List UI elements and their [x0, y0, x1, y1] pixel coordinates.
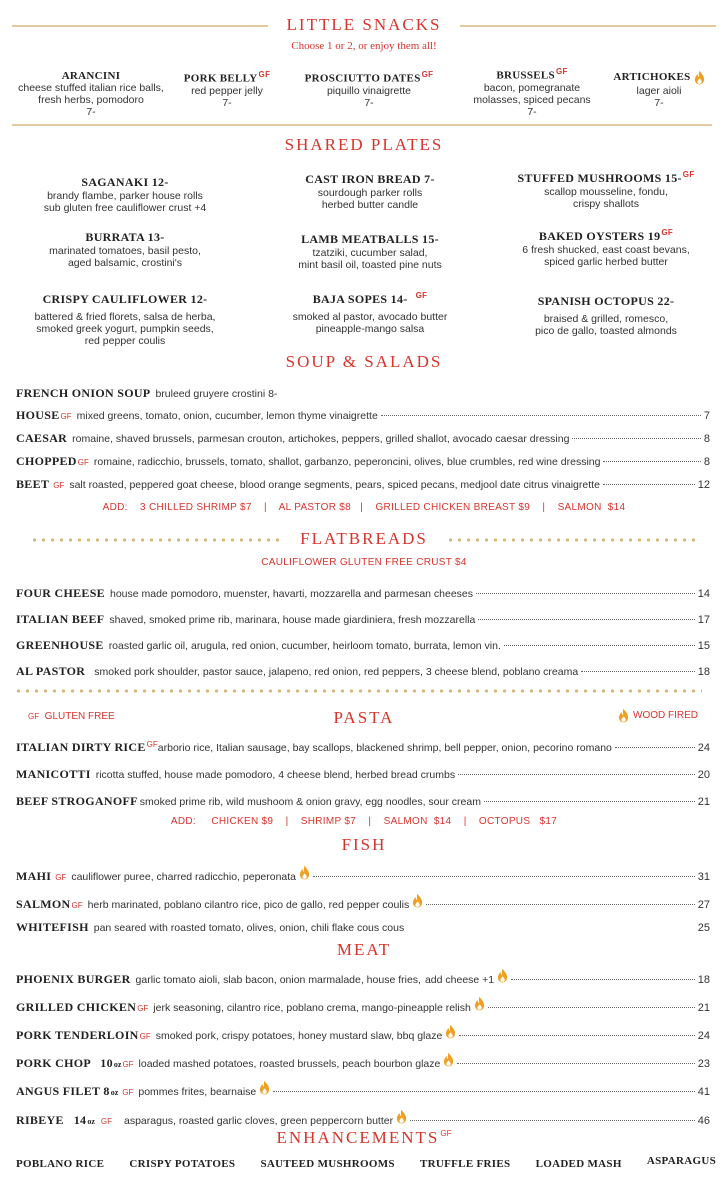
- snack-pork-belly: [168, 70, 286, 109]
- fish-title: FISH: [341, 835, 387, 854]
- dish-price: 18: [697, 666, 710, 678]
- dish-desc: loaded mashed potatoes, roasted brussels, peach bourbon glaze: [138, 1058, 441, 1070]
- dish-name: ITALIAN BEEF: [16, 612, 105, 626]
- meat-pork-chop: [16, 1052, 710, 1071]
- enhancement-item: ASPARAGUS: [646, 1155, 716, 1167]
- gluten-free-label: GLUTEN FREE: [44, 711, 115, 722]
- flatbread-bottom-dots: [14, 689, 702, 693]
- dish-desc: smoked greek yogurt, pumpkin seeds,: [36, 323, 214, 335]
- dish-desc: sourdough parker rolls: [317, 187, 423, 199]
- dish-desc: house made pomodoro, muenster, havarti, mozzarella and parmesan cheeses: [109, 588, 474, 600]
- shared-baja-sopes: [255, 291, 485, 335]
- gf-badge: GF: [146, 740, 158, 749]
- flatbread-greenhouse: [16, 638, 710, 653]
- dish-desc: braised & grilled, romesco,: [543, 313, 669, 325]
- gf-badge: GF: [122, 1060, 134, 1069]
- snack-brussels: [452, 67, 612, 118]
- dish-name: ITALIAN DIRTY RICE: [16, 740, 146, 754]
- shared-title: SHARED PLATES: [284, 135, 444, 154]
- meat-phoenix-burger: [16, 968, 710, 987]
- dish-desc: smoked prime rib, wild mushoom & onion gravy, egg noodles, sour cream: [139, 796, 481, 808]
- dot-leader: [572, 438, 700, 439]
- shared-stuffed-mushrooms: [498, 170, 714, 210]
- gf-badge: GF: [100, 1117, 112, 1126]
- dish-desc: smoked al pastor, avocado butter: [292, 311, 448, 323]
- snack-name: ARANCINI: [61, 70, 121, 82]
- dot-leader: [410, 1120, 695, 1121]
- dish-desc: herbed butter candle: [321, 199, 419, 211]
- gf-badge: GF: [415, 291, 428, 300]
- snacks-title: LITTLE SNACKS: [286, 15, 442, 34]
- flame-icon: [445, 1024, 456, 1039]
- soups-title: SOUP & SALADS: [285, 352, 443, 371]
- dish-price: 8: [703, 456, 710, 468]
- dot-leader: [615, 747, 695, 748]
- dish-desc: salt roasted, peppered goat cheese, blood orange segments, pears, spiced pecans, medjool date citrus vinaigrette: [69, 479, 600, 491]
- dish-price: 12: [697, 479, 710, 491]
- gf-badge: GF: [258, 70, 271, 79]
- meat-pork-tenderloin: [16, 1024, 710, 1043]
- dish-name: STUFFED MUSHROOMS 15-$^{GF}$: [517, 170, 695, 185]
- dish-price: 20: [697, 769, 710, 781]
- gf-badge: GF: [60, 412, 72, 421]
- gf-badge: GF: [661, 228, 674, 237]
- pasta-manicotti: [16, 767, 710, 782]
- snack-desc: piquillo vinaigrette: [326, 84, 412, 97]
- dish-price: 41: [697, 1086, 710, 1098]
- soup-french-onion: [16, 386, 710, 401]
- shared-burrata: [10, 230, 240, 269]
- pasta-beef-stroganoff: [16, 794, 710, 809]
- dish-name: ANGUS FILET 8: [16, 1084, 110, 1098]
- snack-desc: red pepper jelly: [191, 84, 263, 97]
- snack-desc: fresh herbs, pomodoro: [38, 94, 144, 106]
- dot-leader: [426, 904, 695, 905]
- dot-leader: [458, 774, 695, 775]
- snack-desc: lager aioli: [636, 85, 682, 97]
- gf-badge: GF: [421, 70, 434, 79]
- dish-desc: roasted garlic oil, arugula, red onion, cucumber, heirloom tomato, burrata, lemon vin.: [108, 640, 501, 652]
- dish-price: 18: [697, 974, 710, 986]
- dish-name: LAMB MEATBALLS 15-: [301, 232, 439, 246]
- flame-icon: [618, 708, 629, 723]
- dish-name: SPANISH OCTOPUS 22-: [537, 294, 675, 308]
- dish-name: BURRATA 13-: [85, 230, 165, 244]
- pasta-title: PASTA: [333, 708, 395, 727]
- salad-house: [16, 408, 710, 423]
- snack-price: 7-: [527, 105, 537, 118]
- wood-fired-legend: [618, 708, 698, 723]
- flatbread-italian-beef: [16, 612, 710, 627]
- flatbread-four-cheese: [16, 586, 710, 601]
- dish-desc: jerk seasoning, cilantro rice, poblano crema, mango-pineapple relish: [153, 1002, 471, 1014]
- dot-leader: [459, 1035, 694, 1036]
- gf-badge: GF: [440, 1129, 452, 1139]
- fish-salmon: [16, 893, 710, 912]
- dish-desc: cauliflower puree, charred radicchio, peperonata: [71, 871, 297, 883]
- flame-icon: [396, 1109, 407, 1124]
- flatbread-subtitle: CAULIFLOWER GLUTEN FREE CRUST $4: [261, 557, 467, 568]
- enhancements-label: ENHANCEMENTS: [276, 1128, 440, 1147]
- gf-badge: GF: [77, 458, 89, 467]
- snack-price: 7-: [364, 96, 374, 109]
- snacks-bottom-divider: [12, 124, 712, 126]
- oz-unit: oz: [113, 1060, 122, 1069]
- pasta-italian-dirty-rice: [16, 740, 710, 755]
- dish-desc: scallop mousseline, fondu,: [544, 186, 668, 198]
- dish-name: PHOENIX BURGER: [16, 972, 131, 986]
- snack-name: ARTICHOKES: [604, 70, 714, 85]
- flame-icon: [474, 996, 485, 1011]
- fish-mahi: [16, 865, 710, 884]
- gf-badge: GF: [122, 1088, 134, 1097]
- dish-desc: mixed greens, tomato, onion, cucumber, lemon thyme vinaigrette: [76, 410, 378, 422]
- dish-desc: mint basil oil, toasted pine nuts: [298, 259, 442, 271]
- dish-desc: tzatziki, cucumber salad,: [312, 247, 428, 259]
- dot-leader: [313, 876, 695, 877]
- enhancement-item: POBLANO RICE: [16, 1158, 105, 1170]
- dish-name: MANICOTTI: [16, 767, 91, 781]
- dish-name: CAESAR: [16, 431, 68, 445]
- dot-leader: [603, 461, 700, 462]
- dish-desc: pommes frites, bearnaise: [138, 1086, 257, 1098]
- flame-icon: [694, 70, 705, 85]
- oz-unit: oz: [110, 1088, 119, 1097]
- dish-price: 23: [697, 1058, 710, 1070]
- dish-desc: marinated tomatoes, basil pesto,: [49, 245, 201, 257]
- dish-name: BEET: [16, 477, 50, 491]
- dish-name: AL PASTOR: [16, 664, 86, 678]
- dish-desc: bruleed gruyere crostini 8-: [155, 388, 278, 400]
- enhancement-item: CRISPY POTATOES: [129, 1158, 236, 1170]
- flame-icon: [299, 865, 310, 880]
- dish-desc: battered & fried florets, salsa de herba,: [34, 311, 216, 323]
- meat-title: MEAT: [336, 940, 392, 959]
- dish-price: 8: [703, 433, 710, 445]
- snack-price: 7-: [86, 106, 96, 118]
- dish-desc: shaved, smoked prime rib, marinara, house made giardiniera, fresh mozzarella: [109, 614, 476, 626]
- shared-crispy-cauliflower: [5, 292, 245, 347]
- snack-price: 7-: [654, 97, 664, 109]
- dish-desc: pico de gallo, toasted almonds: [535, 325, 677, 337]
- enhancements-title: [0, 1128, 728, 1148]
- meat-grilled-chicken: [16, 996, 710, 1015]
- dish-name: BAKED OYSTERS $19^{GF}$: [538, 228, 674, 243]
- dish-name: GRILLED CHICKEN: [16, 1000, 137, 1014]
- snack-desc: molasses, spiced pecans: [473, 93, 591, 106]
- meat-angus-filet: [16, 1080, 710, 1099]
- dish-desc: garlic tomato aioli, slab bacon, onion marmalade, house fries,: [135, 974, 421, 986]
- shared-lamb-meatballs: [255, 232, 485, 271]
- dish-name: BAJA SOPES 14- $^{GF}$: [312, 291, 428, 306]
- dish-name: PORK CHOP 10: [16, 1056, 113, 1070]
- gf-badge: GF: [555, 67, 568, 76]
- dot-leader: [381, 415, 701, 416]
- dot-leader: [457, 1063, 694, 1064]
- dish-name: BEEF STROGANOFF: [16, 794, 138, 808]
- dish-desc: crispy shallots: [573, 198, 639, 210]
- dot-leader: [581, 671, 695, 672]
- dish-desc: asparagus, roasted garlic cloves, green peppercorn butter: [124, 1115, 394, 1127]
- dish-price: 25: [697, 922, 710, 934]
- gf-badge: GF: [71, 901, 83, 910]
- dish-name: CAST IRON BREAD 7-: [305, 172, 435, 186]
- dish-desc: romaine, radicchio, brussels, tomato, shallot, garbanzo, peperoncini, olives, blue crumbles, red wine dressing: [93, 456, 601, 468]
- gf-badge: GF: [682, 170, 695, 179]
- dot-leader: [476, 593, 695, 594]
- dish-name: HOUSE: [16, 408, 60, 422]
- dish-desc: aged balsamic, crostini's: [67, 257, 183, 269]
- flatbread-al-pastor: [16, 664, 710, 679]
- dot-leader: [511, 979, 695, 980]
- snack-price: 7-: [222, 96, 232, 109]
- salad-beet: [16, 477, 710, 492]
- enhancements-list: [16, 1155, 716, 1170]
- dish-desc: 6 fresh shucked, east coast bevans,: [522, 244, 690, 256]
- gf-badge: GF: [139, 1032, 151, 1041]
- dish-price: 17: [697, 614, 710, 626]
- dot-leader: [273, 1091, 694, 1092]
- dish-desc: ricotta stuffed, house made pomodoro, 4 cheese blend, herbed bread crumbs: [95, 769, 456, 781]
- dot-leader: [484, 801, 695, 802]
- dish-name: GREENHOUSE: [16, 638, 104, 652]
- shared-cast-iron-bread: [255, 172, 485, 211]
- dish-desc: spiced garlic herbed butter: [544, 256, 668, 268]
- shared-spanish-octopus: [500, 294, 712, 337]
- gf-badge: GF: [137, 1004, 149, 1013]
- snack-artichokes: [604, 70, 714, 109]
- dot-leader: [478, 619, 694, 620]
- dish-price: 46: [697, 1115, 710, 1127]
- dish-desc: romaine, shaved brussels, parmesan crouton, artichokes, peppers, grilled shallot, avocado caesar dressing: [72, 433, 570, 445]
- dish-name: SAGANAKI 12-: [81, 175, 169, 189]
- salad-caesar: [16, 431, 710, 446]
- dish-desc: pineapple-mango salsa: [315, 323, 425, 335]
- meat-ribeye: [16, 1109, 710, 1128]
- pasta-add-ons: ADD: CHICKEN $9 | SHRIMP $7 | SALMON $14 | OCTOPUS $17: [170, 816, 558, 827]
- dish-price: 21: [697, 796, 710, 808]
- flame-icon: [497, 968, 508, 983]
- dish-price: 31: [697, 871, 710, 883]
- snack-desc: cheese stuffed italian rice balls,: [18, 82, 164, 94]
- dish-name: FRENCH ONION SOUP: [16, 386, 151, 400]
- enhancement-item: LOADED MASH: [535, 1158, 622, 1170]
- shared-saganaki: [10, 175, 240, 214]
- gf-badge: GF: [28, 712, 40, 721]
- dot-leader: [488, 1007, 695, 1008]
- dish-name: RIBEYE 14: [16, 1113, 87, 1127]
- dish-add-on: add cheese +1: [424, 974, 495, 986]
- dish-price: 24: [697, 1030, 710, 1042]
- flame-icon: [443, 1052, 454, 1067]
- flatbreads-title: FLATBREADS: [300, 529, 428, 548]
- dot-leader: [603, 484, 695, 485]
- snack-name: PROSCIUTTO $DATES^{GF}$: [304, 70, 434, 85]
- dish-name: WHITEFISH: [16, 920, 89, 934]
- dish-name: CHOPPED: [16, 454, 77, 468]
- dish-name: FOUR CHEESE: [16, 586, 105, 600]
- dish-price: 14: [697, 588, 710, 600]
- salad-add-ons: ADD: 3 CHILLED SHRIMP $7 | AL PASTOR $8 | GRILLED CHICKEN BREAST $9 | SALMON $14: [102, 502, 626, 513]
- dish-name: SALMON: [16, 897, 71, 911]
- salad-chopped: [16, 454, 710, 469]
- gf-badge: GF: [55, 873, 67, 882]
- flame-icon: [412, 893, 423, 908]
- dish-name: CRISPY CAULIFLOWER 12-: [42, 292, 208, 306]
- fish-whitefish: [16, 920, 710, 935]
- dish-desc: brandy flambe, parker house rolls: [47, 190, 203, 202]
- snack-arancini: [8, 70, 174, 118]
- snack-desc: bacon, pomegranate: [483, 81, 581, 94]
- dish-desc: arborio rice, Italian sausage, bay scallops, blackened shrimp, bell pepper, onion, pecorino romano: [157, 742, 612, 754]
- dish-desc: smoked pork shoulder, pastor sauce, jalapeno, red onion, red peppers, 3 cheese blend, poblano creama: [94, 666, 579, 678]
- dish-name: MAHI: [16, 869, 52, 883]
- dish-desc: smoked pork, crispy potatoes, honey mustard slaw, bbq glaze: [155, 1030, 443, 1042]
- oz-unit: oz: [87, 1117, 95, 1126]
- enhancement-item: TRUFFLE FRIES: [420, 1158, 511, 1170]
- snacks-subtitle: Choose 1 or 2, or enjoy them all!: [291, 40, 437, 52]
- dish-price: 21: [697, 1002, 710, 1014]
- dish-desc: herb marinated, poblano cilantro rice, pico de gallo, red pepper coulis: [87, 899, 410, 911]
- dot-leader: [407, 927, 695, 928]
- dish-price: 7: [703, 410, 710, 422]
- wood-fired-label: WOOD FIRED: [633, 710, 698, 722]
- dish-note: sub gluten free cauliflower crust +4: [43, 202, 207, 214]
- snack-prosciutto-dates: [296, 70, 442, 109]
- dish-desc: pan seared with roasted tomato, olives, onion, chili flake cous cous: [93, 922, 405, 934]
- dish-price: 27: [697, 899, 710, 911]
- dot-leader: [504, 645, 695, 646]
- dish-price: 24: [697, 742, 710, 754]
- dish-desc: red pepper coulis: [84, 335, 166, 347]
- dish-price: 15: [697, 640, 710, 652]
- snack-name: $BRUSSELS^{GF}$: [496, 67, 568, 82]
- dish-name: PORK TENDERLOIN: [16, 1028, 139, 1042]
- flame-icon: [259, 1080, 270, 1095]
- gf-badge: GF: [53, 481, 65, 490]
- enhancement-item: SAUTEED MUSHROOMS: [260, 1158, 395, 1170]
- shared-baked-oysters: [498, 228, 714, 268]
- snack-name: PORK $BELLY^{GF}$: [183, 70, 271, 85]
